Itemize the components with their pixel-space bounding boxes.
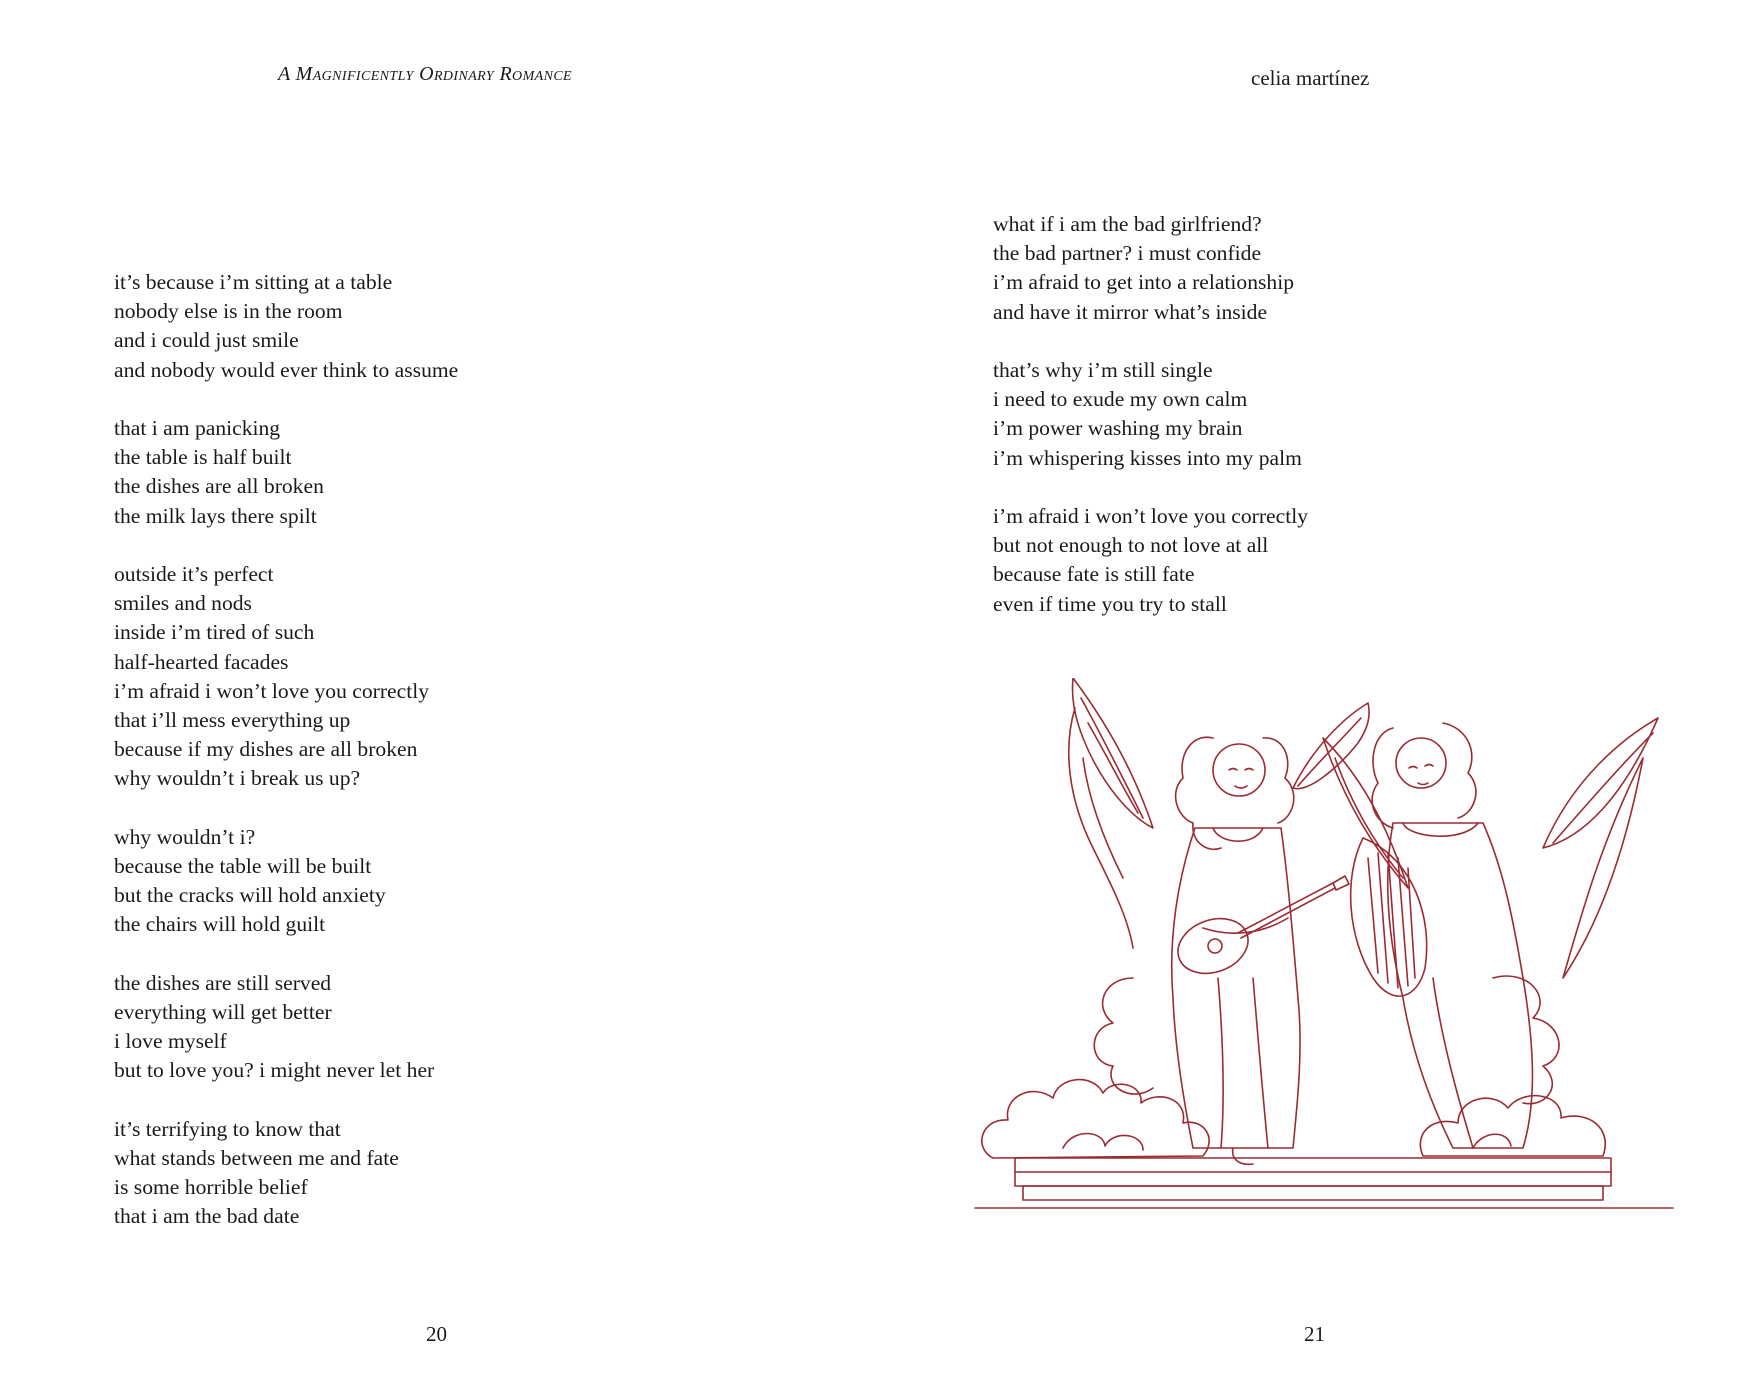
poem-line: that i am the bad date: [114, 1204, 300, 1229]
poem-line: nobody else is in the room: [114, 299, 343, 324]
poem-line: i’m afraid i won’t love you correctly: [114, 678, 430, 703]
stanza: [114, 823, 458, 940]
poem-line: i’m afraid to get into a relationship: [993, 270, 1295, 295]
poem-line: that i’ll mess everything up: [114, 708, 351, 733]
poem-line: the table is half built: [114, 445, 292, 470]
stanza: [114, 969, 458, 1086]
stanza: [114, 560, 458, 794]
angels-illustration: [963, 678, 1683, 1214]
poem-line: outside it’s perfect: [114, 562, 274, 586]
stanza: [114, 414, 458, 531]
right-page: [873, 0, 1746, 1396]
running-head-title: A Magnificently Ordinary Romance: [278, 63, 573, 85]
poem-line: it’s because i’m sitting at a table: [114, 270, 393, 294]
right-angel: [1323, 718, 1658, 1148]
poem-line: even if time you try to stall: [993, 591, 1227, 616]
poem-left: [114, 268, 458, 1261]
poem-line: i’m whispering kisses into my palm: [993, 445, 1302, 470]
poem-line: inside i’m tired of such: [114, 620, 315, 645]
poem-line: and nobody would ever think to assume: [114, 357, 459, 382]
running-head-author: celia martínez: [1251, 66, 1370, 90]
poem-line: because if my dishes are all broken: [114, 737, 418, 762]
poem-line: because fate is still fate: [993, 562, 1195, 587]
poem-line: the bad partner? i must confide: [993, 241, 1262, 266]
poem-line: what if i am the bad girlfriend?: [993, 212, 1262, 236]
left-angel: [1069, 678, 1369, 1164]
poem-line: but to love you? i might never let her: [114, 1058, 435, 1083]
poem-line: everything will get better: [114, 1000, 332, 1025]
poem-line: i love myself: [114, 1029, 227, 1054]
poem-line: why wouldn’t i break us up?: [114, 766, 361, 791]
poem-right: [993, 210, 1308, 648]
poem-line: because the table will be built: [114, 854, 372, 879]
page-number: 20: [426, 1322, 447, 1346]
clouds: [982, 976, 1605, 1158]
poem-line: i’m power washing my brain: [993, 416, 1243, 441]
page-number: 21: [1304, 1322, 1325, 1346]
poem-line: the chairs will hold guilt: [114, 912, 326, 937]
poem-line: the dishes are all broken: [114, 474, 324, 499]
poem-line: what stands between me and fate: [114, 1146, 399, 1171]
poem-line: it’s terrifying to know that: [114, 1116, 341, 1141]
poem-line: and i could just smile: [114, 328, 299, 353]
stanza: [114, 1115, 458, 1232]
poem-line: the milk lays there spilt: [114, 503, 317, 528]
poem-line: the dishes are still served: [114, 970, 332, 995]
stanza: [993, 502, 1308, 619]
poem-line: i need to exude my own calm: [993, 387, 1248, 412]
poem-line: half-hearted facades: [114, 649, 289, 674]
poem-line: that i am panicking: [114, 416, 281, 440]
poem-line: i’m afraid i won’t love you correctly: [993, 504, 1309, 528]
pedestal: [1015, 1158, 1611, 1200]
poem-line: is some horrible belief: [114, 1175, 308, 1200]
stanza: [993, 210, 1308, 327]
stanza: [114, 268, 458, 385]
poem-line: but the cracks will hold anxiety: [114, 883, 386, 908]
stanza: [993, 356, 1308, 473]
poem-line: why wouldn’t i?: [114, 824, 256, 849]
poem-line: and have it mirror what’s inside: [993, 299, 1268, 324]
poem-line: smiles and nods: [114, 591, 252, 616]
poem-line: that’s why i’m still single: [993, 358, 1213, 382]
poem-line: but not enough to not love at all: [993, 533, 1269, 558]
